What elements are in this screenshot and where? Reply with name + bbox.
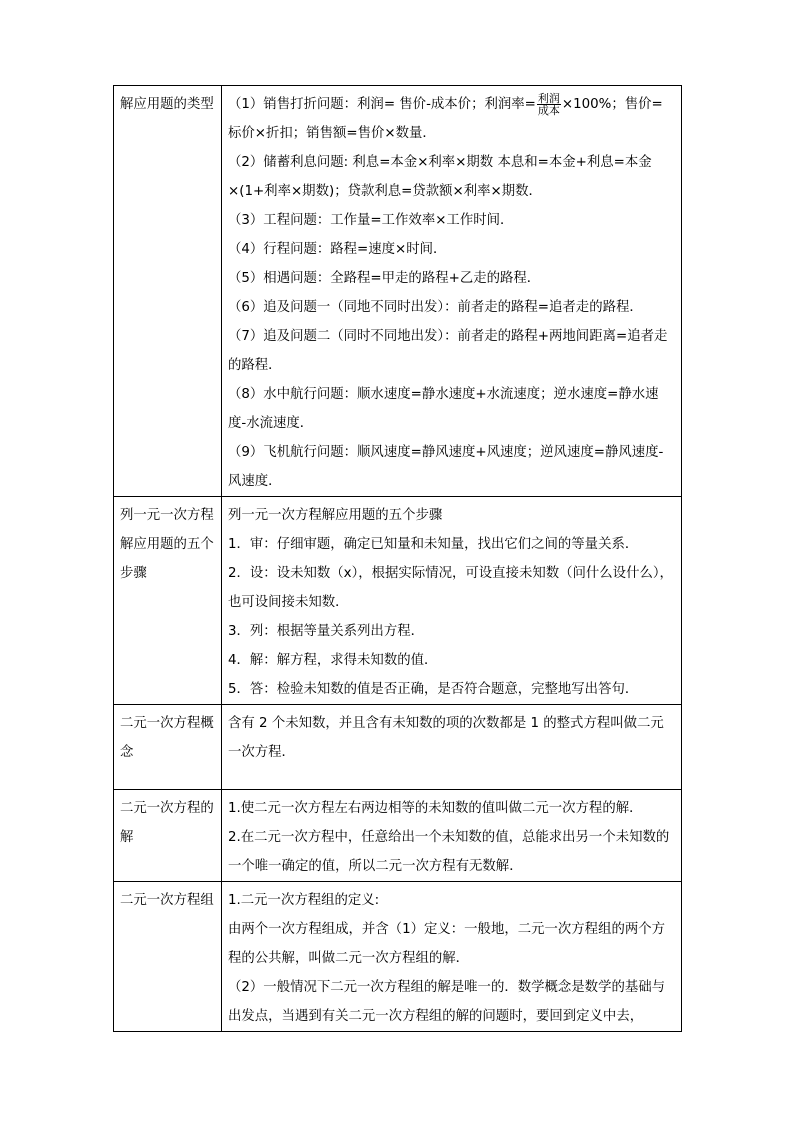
content-line: （8）水中航行问题：顺水速度=静水速度+水流速度；逆水速度=静水速度-水流速度． bbox=[228, 387, 659, 431]
content-line: （5）相遇问题：全路程=甲走的路程+乙走的路程． bbox=[228, 271, 541, 286]
content-line: 1.使二元一次方程左右两边相等的未知数的值叫做二元一次方程的解． bbox=[228, 801, 643, 816]
content-line: 1.二元一次方程组的定义: bbox=[228, 893, 380, 908]
table-row bbox=[114, 790, 682, 882]
content-line: （1）销售打折问题：利润= 售价-成本价；利润率= $\frac{\text{利润}}{\text{成本}}$ ×100%；售价=标价×折扣；销售额=售价×数量． bbox=[228, 91, 663, 141]
row-content bbox=[222, 497, 682, 705]
content-line: 5．答：检验未知数的值是否正确，是否符合题意，完整地写出答句． bbox=[228, 682, 639, 697]
table-row bbox=[114, 86, 682, 497]
content-line: （7）追及问题二（同时不同地出发）：前者走的路程+两地间距离=追者走的路程． bbox=[228, 329, 668, 373]
row-content bbox=[222, 86, 682, 497]
row-label: 二元一次方程的解 bbox=[114, 790, 222, 882]
row-content bbox=[222, 882, 682, 1032]
content-line: 1．审：仔细审题，确定已知量和未知量，找出它们之间的等量关系． bbox=[228, 537, 639, 552]
row-label: 二元一次方程组 bbox=[114, 882, 222, 1032]
row-content bbox=[222, 790, 682, 882]
row-label: 列一元一次方程解应用题的五个步骤 bbox=[114, 497, 222, 705]
content-line: （2）储蓄利息问题: 利息=本金×利率×期数 本息和=本金+利息=本金×(1+利率×期数)；贷款利息=贷款额×利率×期数． bbox=[228, 155, 652, 199]
row-label: 解应用题的类型 bbox=[114, 86, 222, 497]
content-line: （6）追及问题一（同地不同时出发）：前者走的路程=追者走的路程． bbox=[228, 300, 643, 315]
content-line: 2．设：设未知数（x），根据实际情况，可设直接未知数（问什么设什么），也可设间接未知数． bbox=[228, 566, 673, 610]
content-line: 3．列：根据等量关系列出方程． bbox=[228, 624, 424, 639]
table-row bbox=[114, 882, 682, 1032]
content-line: 由两个一次方程组成，并含（1）定义：一般地，二元一次方程组的两个方程的公共解，叫做二元一次方程组的解． bbox=[228, 922, 666, 966]
content-line: 2.在二元一次方程中，任意给出一个未知数的值，总能求出另一个未知数的一个唯一确定的值，所以二元一次方程有无数解． bbox=[228, 830, 670, 874]
content-line: （3）工程问题：工作量=工作效率×工作时间． bbox=[228, 213, 514, 228]
content-line: （9）飞机航行问题：顺风速度=静风速度+风速度；逆风速度=静风速度-风速度． bbox=[228, 445, 664, 489]
table-row bbox=[114, 497, 682, 705]
table-row bbox=[114, 705, 682, 790]
content-line: 4．解：解方程，求得未知数的值． bbox=[228, 653, 438, 668]
row-content bbox=[222, 705, 682, 790]
content-line: 含有 2 个未知数，并且含有未知数的项的次数都是 1 的整式方程叫做二元一次方程． bbox=[228, 716, 664, 760]
content-line: （4）行程问题：路程=速度×时间． bbox=[228, 242, 447, 257]
row-label: 二元一次方程概念 bbox=[114, 705, 222, 790]
knowledge-table bbox=[113, 85, 682, 1032]
content-line: （2）一般情况下二元一次方程组的解是唯一的．数学概念是数学的基础与出发点，当遇到有关二元一次方程组的解的问题时，要回到定义中去， bbox=[228, 980, 666, 1024]
fraction: $\frac{\text{利润}}{\text{成本}}$ bbox=[537, 91, 560, 117]
content-line: 列一元一次方程解应用题的五个步骤 bbox=[228, 508, 443, 523]
